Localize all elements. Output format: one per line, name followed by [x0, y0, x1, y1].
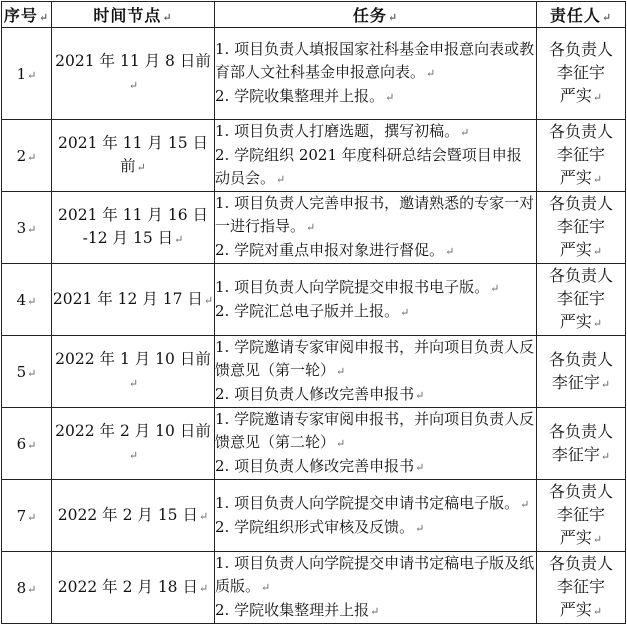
table-row [2, 408, 626, 480]
table-row [2, 336, 626, 408]
task-text: 1. 学院邀请专家审阅申报书，并向项目负责人反馈意见（第二轮） [215, 410, 535, 451]
task-text: 2. 项目负责人修改完善申报书 [215, 457, 415, 475]
time-node [52, 408, 215, 480]
paragraph-mark-icon: ↵ [592, 605, 603, 618]
paragraph-mark-icon: ↵ [600, 449, 611, 463]
task-line [215, 239, 536, 263]
time-node-text: 2021 年 11 月 8 日前 [55, 52, 211, 70]
paragraph-mark-icon: ↵ [198, 581, 209, 595]
responsible-name: 严实 [559, 240, 592, 259]
paragraph-mark-icon: ↵ [592, 245, 603, 258]
row-number-text: 6 [16, 434, 27, 453]
table-row [2, 480, 626, 552]
task-text: 1. 学院邀请专家审阅申报书，并向项目负责人反馈意见（第一轮） [215, 338, 535, 379]
task-line [215, 144, 536, 191]
responsible-cell [537, 552, 626, 624]
paragraph-mark-icon: ↵ [415, 389, 425, 402]
responsible-name: 李征宇 [556, 63, 605, 82]
paragraph-mark-icon: ↵ [336, 437, 346, 450]
table-row [2, 120, 626, 192]
paragraph-mark-icon: ↵ [27, 294, 37, 308]
paragraph-mark-icon: ↵ [136, 161, 146, 174]
time-node [52, 192, 215, 264]
header-task-label: 任务 [352, 6, 387, 25]
task-text: 2. 学院收集整理并上报 [215, 601, 370, 619]
responsible-cell [537, 264, 626, 336]
responsible-name: 各负责人 [548, 482, 613, 501]
task-cell [215, 120, 537, 192]
responsible-name: 李征宇 [551, 444, 600, 464]
responsible-name: 各负责人 [548, 194, 613, 213]
responsible-cell [537, 28, 626, 120]
responsible-name: 各负责人 [548, 40, 613, 59]
row-number [2, 28, 52, 120]
time-node [52, 28, 215, 120]
task-cell [215, 408, 537, 480]
task-line [215, 38, 536, 85]
responsible-name: 李征宇 [556, 217, 605, 236]
task-line [215, 300, 536, 324]
responsible-name: 严实 [559, 528, 592, 547]
task-line [215, 85, 536, 109]
paragraph-mark-icon: ↵ [592, 317, 603, 330]
task-line [215, 383, 536, 407]
task-line [215, 552, 536, 599]
paragraph-mark-icon: ↵ [460, 126, 470, 139]
responsible-last [537, 166, 625, 191]
responsible-name: 李征宇 [551, 372, 600, 392]
table-row [2, 552, 626, 624]
header-resp-label: 责任人 [549, 6, 601, 25]
task-text: 1. 项目负责人完善申报书，邀请熟悉的专家一对一进行指导。 [215, 194, 535, 235]
responsible-name: 各负责人 [548, 266, 613, 285]
paragraph-mark-icon: ↵ [27, 438, 37, 452]
paragraph-mark-icon: ↵ [445, 245, 455, 258]
responsible-last [537, 371, 625, 396]
paragraph-mark-icon: ↵ [203, 293, 214, 307]
time-node-text: 2022 年 2 月 15 日 [57, 505, 198, 524]
row-number [2, 192, 52, 264]
task-text: 1. 项目负责人向学院提交申请书定稿电子版。 [215, 493, 520, 512]
paragraph-mark-icon: ↵ [306, 221, 316, 234]
responsible-last [537, 310, 625, 335]
responsible-last [537, 598, 625, 623]
time-node-text: 2022 年 1 月 10 日前 [55, 350, 211, 368]
schedule-table [1, 1, 626, 624]
paragraph-mark-icon: ↵ [27, 150, 37, 164]
row-number [2, 264, 52, 336]
row-number-text: 4 [16, 290, 27, 309]
row-number-text: 5 [16, 362, 27, 381]
paragraph-mark-icon: ↵ [38, 11, 50, 24]
header-time-label: 时间节点 [93, 6, 162, 25]
task-text: 2. 学院对重点申报对象进行督促。 [215, 241, 445, 259]
responsible-cell [537, 192, 626, 264]
responsible-cell [537, 336, 626, 408]
task-text: 2. 学院组织 2021 年度科研总结会暨项目申报动员会。 [215, 146, 522, 187]
responsible-name: 严实 [559, 312, 592, 331]
task-line [215, 492, 536, 516]
responsible-name: 各负责人 [548, 421, 613, 441]
header-task [215, 2, 537, 28]
paragraph-mark-icon: ↵ [276, 173, 286, 186]
row-number [2, 480, 52, 552]
task-line [215, 336, 536, 383]
paragraph-mark-icon: ↵ [174, 233, 184, 246]
responsible-cell [537, 408, 626, 480]
paragraph-mark-icon: ↵ [128, 79, 139, 92]
row-number [2, 552, 52, 624]
header-no [2, 2, 52, 28]
paragraph-mark-icon: ↵ [385, 91, 395, 104]
paragraph-mark-icon: ↵ [198, 509, 209, 523]
header-time [52, 2, 215, 28]
task-text: 1. 项目负责人向学院提交申报书电子版。 [215, 277, 490, 296]
responsible-last [537, 84, 625, 109]
responsible-name: 各负责人 [548, 122, 613, 141]
paragraph-mark-icon: ↵ [27, 510, 37, 524]
responsible-last [537, 443, 625, 468]
paragraph-mark-icon: ↵ [490, 281, 500, 295]
paragraph-mark-icon: ↵ [27, 366, 37, 380]
task-text: 2. 学院汇总电子版并上报。 [215, 301, 400, 320]
row-number [2, 408, 52, 480]
responsible-cell [537, 120, 626, 192]
responsible-name: 各负责人 [548, 349, 613, 369]
row-number [2, 120, 52, 192]
paragraph-mark-icon: ↵ [592, 173, 603, 186]
time-node [52, 336, 215, 408]
responsible-name: 各负责人 [548, 554, 613, 573]
task-cell [215, 480, 537, 552]
time-node [52, 264, 215, 336]
header-row [2, 2, 626, 28]
paragraph-mark-icon: ↵ [162, 11, 173, 24]
time-node [52, 552, 215, 624]
row-number-text: 2 [16, 146, 27, 165]
paragraph-mark-icon: ↵ [27, 222, 37, 236]
task-text: 2. 项目负责人修改完善申报书 [215, 385, 415, 403]
time-node-text: 2022 年 2 月 18 日 [57, 577, 198, 596]
responsible-name: 李征宇 [556, 289, 605, 308]
responsible-name: 严实 [559, 86, 592, 105]
header-no-label: 序号 [3, 6, 38, 25]
paragraph-mark-icon: ↵ [520, 497, 530, 511]
responsible-last [537, 238, 625, 263]
task-line [215, 599, 536, 623]
row-number-text: 7 [16, 506, 27, 525]
task-text: 2. 学院收集整理并上报。 [215, 87, 385, 105]
task-text: 2. 学院组织形式审核及反馈。 [215, 517, 415, 536]
paragraph-mark-icon: ↵ [261, 581, 271, 594]
task-text: 1. 项目负责人向学院提交申请书定稿电子版及纸质版。 [215, 554, 535, 595]
time-node-text: 2021 年 11 月 16 日 -12 月 15 日 [57, 206, 209, 247]
paragraph-mark-icon: ↵ [128, 449, 139, 462]
responsible-name: 严实 [559, 600, 592, 619]
paragraph-mark-icon: ↵ [336, 365, 346, 378]
header-resp [537, 2, 626, 28]
paragraph-mark-icon: ↵ [27, 68, 37, 82]
row-number-text: 1 [16, 64, 27, 83]
paragraph-mark-icon: ↵ [601, 11, 613, 24]
time-node [52, 120, 215, 192]
responsible-last [537, 526, 625, 551]
paragraph-mark-icon: ↵ [592, 533, 603, 546]
responsible-cell [537, 480, 626, 552]
paragraph-mark-icon: ↵ [415, 461, 425, 474]
task-line [215, 120, 536, 144]
paragraph-mark-icon: ↵ [592, 91, 603, 104]
time-node-text: 2021 年 11 月 15 日前 [57, 134, 209, 175]
time-node-text: 2021 年 12 月 17 日 [52, 289, 203, 308]
responsible-name: 严实 [559, 168, 592, 187]
row-number [2, 336, 52, 408]
responsible-name: 李征宇 [556, 577, 605, 596]
task-text: 1. 项目负责人填报国家社科基金申报意向表或教育部人文社科基金申报意向表。 [215, 40, 535, 81]
paragraph-mark-icon: ↵ [370, 605, 380, 618]
paragraph-mark-icon: ↵ [400, 305, 410, 319]
paragraph-mark-icon: ↵ [387, 11, 399, 24]
time-node-text: 2022 年 2 月 10 日前 [55, 422, 211, 440]
task-cell [215, 336, 537, 408]
paragraph-mark-icon: ↵ [600, 377, 611, 391]
task-cell [215, 264, 537, 336]
table-row [2, 264, 626, 336]
task-line [215, 455, 536, 479]
task-cell [215, 192, 537, 264]
task-cell [215, 552, 537, 624]
schedule-body [2, 28, 626, 624]
table-row [2, 192, 626, 264]
row-number-text: 3 [16, 218, 27, 237]
row-number-text: 8 [16, 578, 27, 597]
paragraph-mark-icon: ↵ [27, 582, 37, 596]
task-text: 1. 项目负责人打磨选题，撰写初稿。 [215, 122, 460, 140]
task-cell [215, 28, 537, 120]
paragraph-mark-icon: ↵ [128, 377, 139, 390]
paragraph-mark-icon: ↵ [426, 67, 436, 80]
task-line [215, 408, 536, 455]
task-line [215, 516, 536, 540]
responsible-name: 李征宇 [556, 145, 605, 164]
task-line [215, 276, 536, 300]
time-node [52, 480, 215, 552]
task-line [215, 192, 536, 239]
paragraph-mark-icon: ↵ [415, 521, 425, 535]
table-row [2, 28, 626, 120]
responsible-name: 李征宇 [556, 505, 605, 524]
